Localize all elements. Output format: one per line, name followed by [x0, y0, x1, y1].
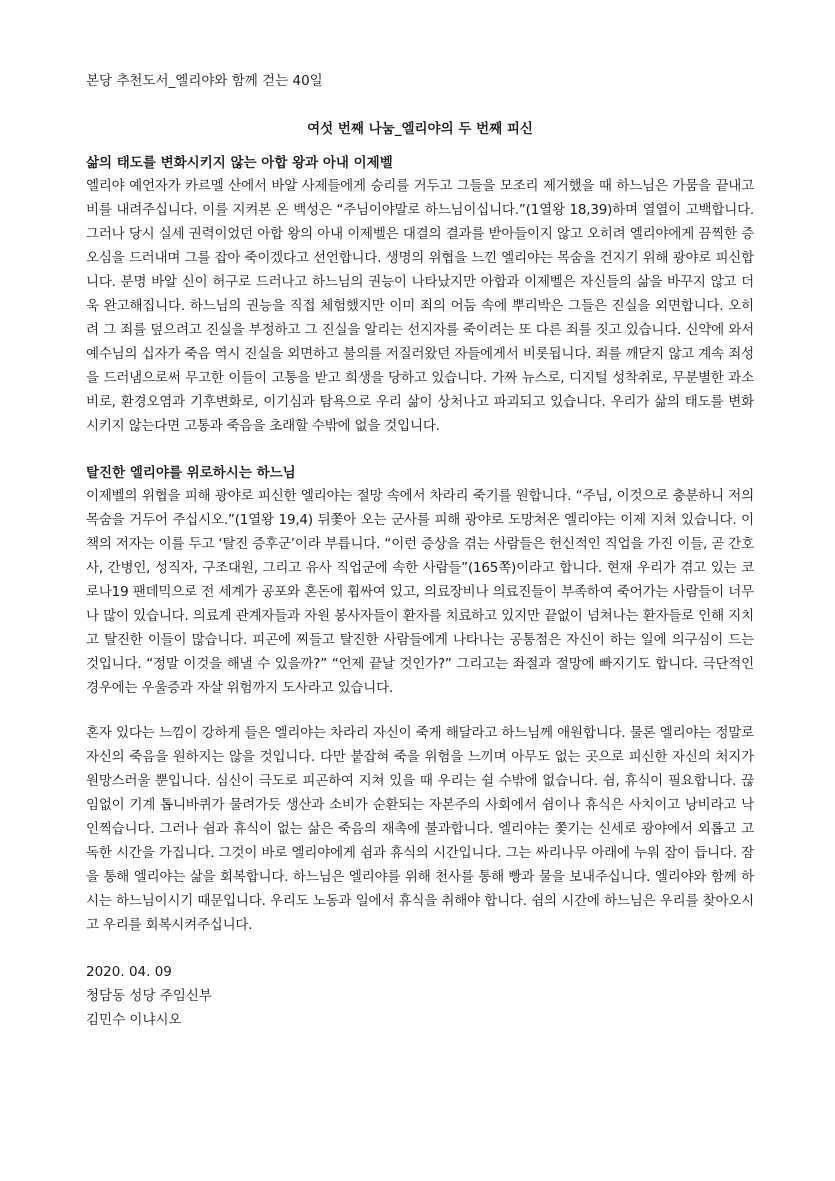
body-paragraph: 혼자 있다는 느낌이 강하게 들은 엘리야는 차라리 자신이 죽게 해달라고 하느님께 애원합니다. 물론 엘리야는 정말로 자신의 죽음을 원하지는 않을 것입니다. 다만 붙잡혀 죽을 위험을 느끼며 아무도 없는 곳으로 피신한 자신의 처지가 원망스러울 뿐입니다. 심신이 극도로 피곤하여 지쳐 있을 때 우리는 쉴 수밖에 없습니다. 쉼, 휴식이 필요합니다. 끊임없이 기계 톱니바퀴가 물려가듯 생산과 소비가 순환되는 자본주의 사회에서 쉼이나 휴식은 사치이고 낭비라고 낙인찍습니다. 그러나 쉼과 휴식이 없는 삶은 죽음의 재촉에 불과합니다. 엘리야는 쫓기는 신세로 광야에서 외롭고 고독한 시간을 가집니다. 그것이 바로 엘리야에게 쉼과 휴식의 시간입니다. 그는 싸리나무 아래에 누워 잠이 듭니다. 잠을 통해 엘리야는 삶을 회복합니다. 하느님은 엘리야를 위해 천사를 통해 빵과 물을 보내주십니다. 엘리야와 함께 하시는 하느님이시기 때문입니다. 우리도 노동과 일에서 휴식을 취해야 합니다. 쉼의 시간에 하느님은 우리를 찾아오시고 우리를 회복시켜주십니다.: [86, 725, 754, 933]
document-header: 본당 추천도서_엘리야와 함께 걷는 40일: [86, 73, 323, 89]
section-heading: 삶의 태도를 변화시키지 않는 아합 왕과 아내 이제벨: [86, 155, 393, 171]
section-2: [86, 462, 754, 937]
section-heading: 탈진한 엘리야를 위로하시는 하느님: [86, 465, 296, 481]
body-paragraph: 엘리야 예언자가 카르멜 산에서 바알 사제들에게 승리를 거두고 그들을 모조리 제거했을 때 하느님은 가뭄을 끝내고 비를 내려주십니다. 이를 지켜본 온 백성은 “주님이야말로 하느님이십니다.”(1열왕 18,39)하며 열열이 고백합니다. 그러나 당시 실세 권력이었던 아합 왕의 아내 이제벨은 대결의 결과를 받아들이지 않고 오히려 엘리야에게 끔찍한 증오심을 드러내며 그를 잡아 죽이겠다고 선언합니다. 생명의 위협을 느낀 엘리야는 목숨을 건지기 위해 광야로 피신합니다. 분명 바알 신이 허구로 드러나고 하느님의 권능이 나타났지만 아합과 이제벨은 자신들의 삶을 바꾸지 않고 더욱 완고해집니다. 하느님의 권능을 직접 체험했지만 이미 죄의 어둠 속에 뿌리박은 그들은 진실을 외면합니다. 오히려 그 죄를 덮으려고 진실을 부정하고 그 진실을 알리는 선지자를 죽이려는 또 다른 죄를 짓고 있습니다. 신약에 와서 예수님의 십자가 죽음 역시 진실을 외면하고 불의를 저질러왔던 자들에게서 비롯됩니다. 죄를 깨닫지 않고 계속 죄성을 드러냄으로써 무고한 이들이 고통을 받고 희생을 당하고 있습니다. 가짜 뉴스로, 디지털 성착취로, 무분별한 과소비로, 환경오염과 기후변화로, 이기심과 탐욕으로 우리 삶이 상처나고 파괴되고 있습니다. 우리가 삶의 태도를 변화시키지 않는다면 고통과 죽음을 초래할 수밖에 없을 것입니다.: [86, 178, 754, 434]
paragraph-spacer: [86, 700, 754, 721]
document-page: [86, 70, 754, 1032]
signature-date: 2020. 04. 09: [86, 964, 172, 980]
signature-affiliation: 청담동 성당 주임신부: [86, 988, 212, 1004]
document-title: 여섯 번째 나눔_엘리야의 두 번째 피신: [307, 121, 533, 137]
body-paragraph: 이제벨의 위협을 피해 광야로 피신한 엘리야는 절망 속에서 차라리 죽기를 원합니다. “주님, 이것으로 충분하니 저의 목숨을 거두어 주십시오.”(1열왕 19,4) 뒤쫓아 오는 군사를 피해 광야로 도망쳐온 엘리야는 이제 지쳐 있습니다. 이 책의 저자는 이를 두고 ‘탈진 증후군’이라 부릅니다. “이런 증상을 겪는 사람들은 헌신적인 직업을 가진 이들, 곧 간호사, 간병인, 성직자, 구조대원, 그리고 유사 직업군에 속한 사람들”(165쪽)이라고 합니다. 현재 우리가 겪고 있는 코로나19 팬데믹으로 전 세계가 공포와 혼돈에 휩싸여 있고, 의료장비나 의료진들이 부족하여 죽어가는 사람들이 너무나 많이 있습니다. 의료계 관계자들과 자원 봉사자들이 환자를 치료하고 있지만 끝없이 넘쳐나는 환자들로 인해 지치고 탈진한 이들이 많습니다. 피곤에 찌들고 탈진한 사람들에게 나타나는 공통점은 자신이 하는 일에 의구심이 드는 것입니다. “정말 이것을 해낼 수 있을까?” “언제 끝날 것인가?” 그리고는 좌절과 절망에 빠지기도 합니다. 극단적인 경우에는 우울증과 자살 위험까지 도사라고 있습니다.: [86, 488, 754, 696]
signature-block: [86, 960, 754, 1032]
section-1: [86, 152, 754, 438]
signature-name: 김민수 이냐시오: [86, 1012, 182, 1028]
section-spacer: [86, 438, 754, 462]
